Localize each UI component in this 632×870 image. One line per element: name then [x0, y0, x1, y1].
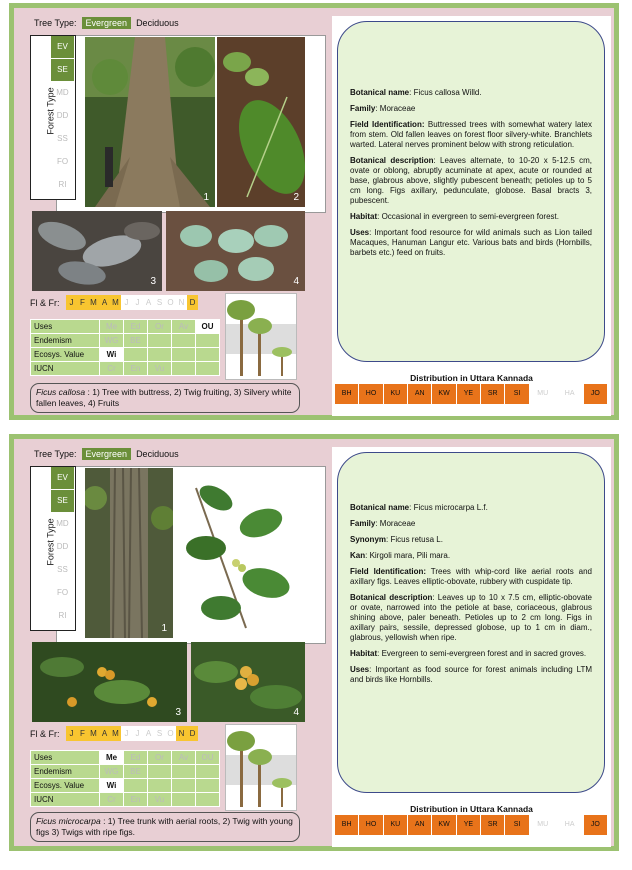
ripe-figs-closeup-photo	[191, 642, 305, 722]
phenology-row	[30, 295, 198, 310]
photo-caption	[30, 383, 300, 413]
fruits-photo	[166, 211, 305, 291]
dist-cell: JO	[584, 384, 608, 404]
photo-number: 3	[150, 276, 156, 287]
fallen-leaves-photo	[32, 211, 162, 291]
month-oct: O	[165, 726, 176, 741]
month-may: M	[110, 295, 121, 310]
month-jul: J	[132, 295, 143, 310]
description-box	[337, 21, 605, 362]
forest-type-dd: DD	[56, 542, 69, 551]
dist-cell: KU	[384, 815, 408, 835]
dist-cell: HO	[359, 384, 383, 404]
table-row: Uses Me Ed Or Av OU	[31, 320, 220, 334]
phenology-label: Fl & Fr:	[30, 728, 60, 739]
forest-type-label: Forest Type	[45, 518, 56, 566]
desc-kannada-name: Kan: Kirgoli mara, Pili mara.	[350, 551, 451, 560]
tree-profile-icon	[225, 724, 297, 811]
dist-cell: BH	[335, 384, 359, 404]
tree-type-row	[34, 447, 179, 461]
table-row: IUCN Cr En Vu	[31, 362, 220, 376]
buttressed-tree-photo	[85, 37, 215, 207]
distribution-strip	[335, 804, 608, 835]
dist-cell: AN	[408, 815, 432, 835]
tree-type-label: Tree Type:	[34, 449, 77, 459]
month-may: M	[110, 726, 121, 741]
dist-cell: MU	[530, 815, 557, 835]
desc-botanical-name: Botanical name: Ficus callosa Willd.	[350, 88, 482, 97]
photo-number: 1	[161, 623, 167, 634]
forest-type-md: MD	[56, 88, 69, 97]
fruiting-twig-photo	[217, 37, 305, 207]
dist-cell: YE	[457, 384, 481, 404]
attributes-table	[30, 319, 220, 376]
forest-type-ev: EV	[51, 36, 74, 58]
forest-type-fo: FO	[56, 157, 69, 166]
month-mar: M	[88, 726, 99, 741]
dist-cell: MU	[530, 384, 557, 404]
desc-family: Family: Moraceae	[350, 104, 416, 113]
desc-habitat: Habitat: Occasional in evergreen to semi-evergreen forest.	[350, 212, 559, 221]
month-sep: S	[154, 726, 165, 741]
month-dec: D	[187, 295, 198, 310]
dist-cell: AN	[408, 384, 432, 404]
month-aug: A	[143, 295, 154, 310]
photo-caption	[30, 812, 300, 842]
ripe-figs-twig-photo	[32, 642, 187, 722]
table-row: Uses Me Ed Or Av OU	[31, 751, 220, 765]
month-apr: A	[99, 726, 110, 741]
caption-species: Ficus callosa	[36, 387, 86, 397]
phenology-label: Fl & Fr:	[30, 297, 60, 308]
month-nov: N	[176, 295, 187, 310]
phenology-row	[30, 726, 198, 741]
dist-cell: HO	[359, 815, 383, 835]
tree-type-deciduous: Deciduous	[136, 449, 179, 459]
table-row: IUCN Cr En Vu	[31, 793, 220, 807]
species-card-2	[9, 434, 619, 851]
table-row: Ecosys. Value Wi	[31, 779, 220, 793]
tree-profile-icon	[225, 293, 297, 380]
desc-botanical-description: Botanical description: Leaves alternate, to 10-20 x 5-12.5 cm, ovate or oblong, abruptly acuminate at apex, acute or rounded at base, glabrous above, slightly pubescent beneath; petioles up to 5 cm long. Figs axillary, pedunculate, globose. Basal bracts 3, pubescent.	[350, 156, 592, 205]
desc-synonym: Synonym: Ficus retusa L.	[350, 535, 443, 544]
month-aug: A	[143, 726, 154, 741]
forest-type-se: SE	[51, 59, 74, 81]
description-box	[337, 452, 605, 793]
month-jan: J	[66, 295, 77, 310]
forest-type-ri: RI	[58, 611, 67, 620]
tree-type-label: Tree Type:	[34, 18, 77, 28]
distribution-title: Distribution in Uttara Kannada	[410, 373, 533, 383]
dist-cell: SR	[481, 384, 505, 404]
dist-cell: JO	[584, 815, 608, 835]
forest-type-ss: SS	[57, 134, 68, 143]
forest-type-se: SE	[51, 490, 74, 512]
forest-type-label: Forest Type	[45, 87, 56, 135]
dist-cell: SI	[505, 815, 529, 835]
month-jun: J	[121, 295, 132, 310]
desc-habitat: Habitat: Evergreen to semi-evergreen forest and in sacred groves.	[350, 649, 587, 658]
month-feb: F	[77, 726, 88, 741]
caption-species: Ficus microcarpa	[36, 816, 101, 826]
month-dec: D	[187, 726, 198, 741]
month-jan: J	[66, 726, 77, 741]
photo-number: 4	[293, 276, 299, 287]
forest-type-fo: FO	[56, 588, 69, 597]
month-sep: S	[154, 295, 165, 310]
dist-cell: HA	[557, 815, 584, 835]
month-oct: O	[165, 295, 176, 310]
attributes-table	[30, 750, 220, 807]
forest-type-ri: RI	[58, 180, 67, 189]
photo-number: 2	[293, 192, 299, 203]
caption-text: : 1) Tree trunk with aerial roots, 2) Twig with young figs 3) Twigs with ripe figs.	[36, 816, 293, 837]
desc-botanical-description: Botanical description: Leaves up to 10 x 7.5 cm, elliptic-obovate or ovate, narrowed into the petiole at base, coriaceous, glabrous shining above, paler beneath. Petioles up to 2 cm long. Figs in axillary pairs, sessile, depressed globose, up to 1 cm in diam., glabrous, yellowish when ripe.	[350, 593, 592, 642]
tree-type-deciduous: Deciduous	[136, 18, 179, 28]
forest-type-ev: EV	[51, 467, 74, 489]
desc-botanical-name: Botanical name: Ficus microcarpa L.f.	[350, 503, 488, 512]
dist-cell: KU	[384, 384, 408, 404]
aerial-roots-trunk-photo	[85, 468, 173, 638]
dist-cell: KW	[432, 815, 456, 835]
photo-number: 2	[293, 623, 299, 634]
description-panel	[332, 16, 611, 416]
photo-number: 4	[293, 707, 299, 718]
desc-family: Family: Moraceae	[350, 519, 416, 528]
forest-type-box	[30, 35, 76, 200]
forest-type-ss: SS	[57, 565, 68, 574]
table-row: Endemism WG BE	[31, 334, 220, 348]
caption-text: : 1) Tree with buttress, 2) Twig fruiting, 3) Silvery white fallen leaves, 4) Fruits	[36, 387, 292, 408]
photo-number: 3	[175, 707, 181, 718]
species-card-1	[9, 3, 619, 420]
forest-type-box	[30, 466, 76, 631]
dist-cell: BH	[335, 815, 359, 835]
dist-cell: HA	[557, 384, 584, 404]
distribution-title: Distribution in Uttara Kannada	[410, 804, 533, 814]
dist-cell: KW	[432, 384, 456, 404]
month-apr: A	[99, 295, 110, 310]
month-jun: J	[121, 726, 132, 741]
desc-field-identification: Field Identification: Trees with whip-cord like aerial roots and axillary figs. Leaves elliptic-obovate, rubbery with cuspidate tip.	[350, 567, 592, 586]
distribution-strip	[335, 373, 608, 404]
desc-uses: Uses: Important food resource for wild animals such as Lion tailed Macaques, Hanuman Langur etc. Various bats and birds (Hornbills, barbets etc.) feed on fruits.	[350, 228, 592, 257]
table-row: Endemism WG BE	[31, 765, 220, 779]
desc-field-identification: Field Identification: Buttressed trees with somewhat watery latex from stem. Old fallen leaves on forest floor silvery-white. Branchlets warted. Lateral nerves prominent below with strong reticulation.	[350, 120, 592, 149]
description-panel	[332, 447, 611, 847]
month-feb: F	[77, 295, 88, 310]
dist-cell: SI	[505, 384, 529, 404]
tree-type-row	[34, 16, 179, 30]
month-nov: N	[176, 726, 187, 741]
forest-type-md: MD	[56, 519, 69, 528]
month-jul: J	[132, 726, 143, 741]
photo-number: 1	[203, 192, 209, 203]
desc-uses: Uses: Important as food source for forest animals including LTM and birds like Hornbills.	[350, 665, 592, 684]
forest-type-dd: DD	[56, 111, 69, 120]
table-row: Ecosys. Value Wi	[31, 348, 220, 362]
young-figs-twig-photo	[176, 468, 305, 638]
dist-cell: YE	[457, 815, 481, 835]
tree-type-evergreen: Evergreen	[82, 17, 132, 29]
month-mar: M	[88, 295, 99, 310]
tree-type-evergreen: Evergreen	[82, 448, 132, 460]
dist-cell: SR	[481, 815, 505, 835]
